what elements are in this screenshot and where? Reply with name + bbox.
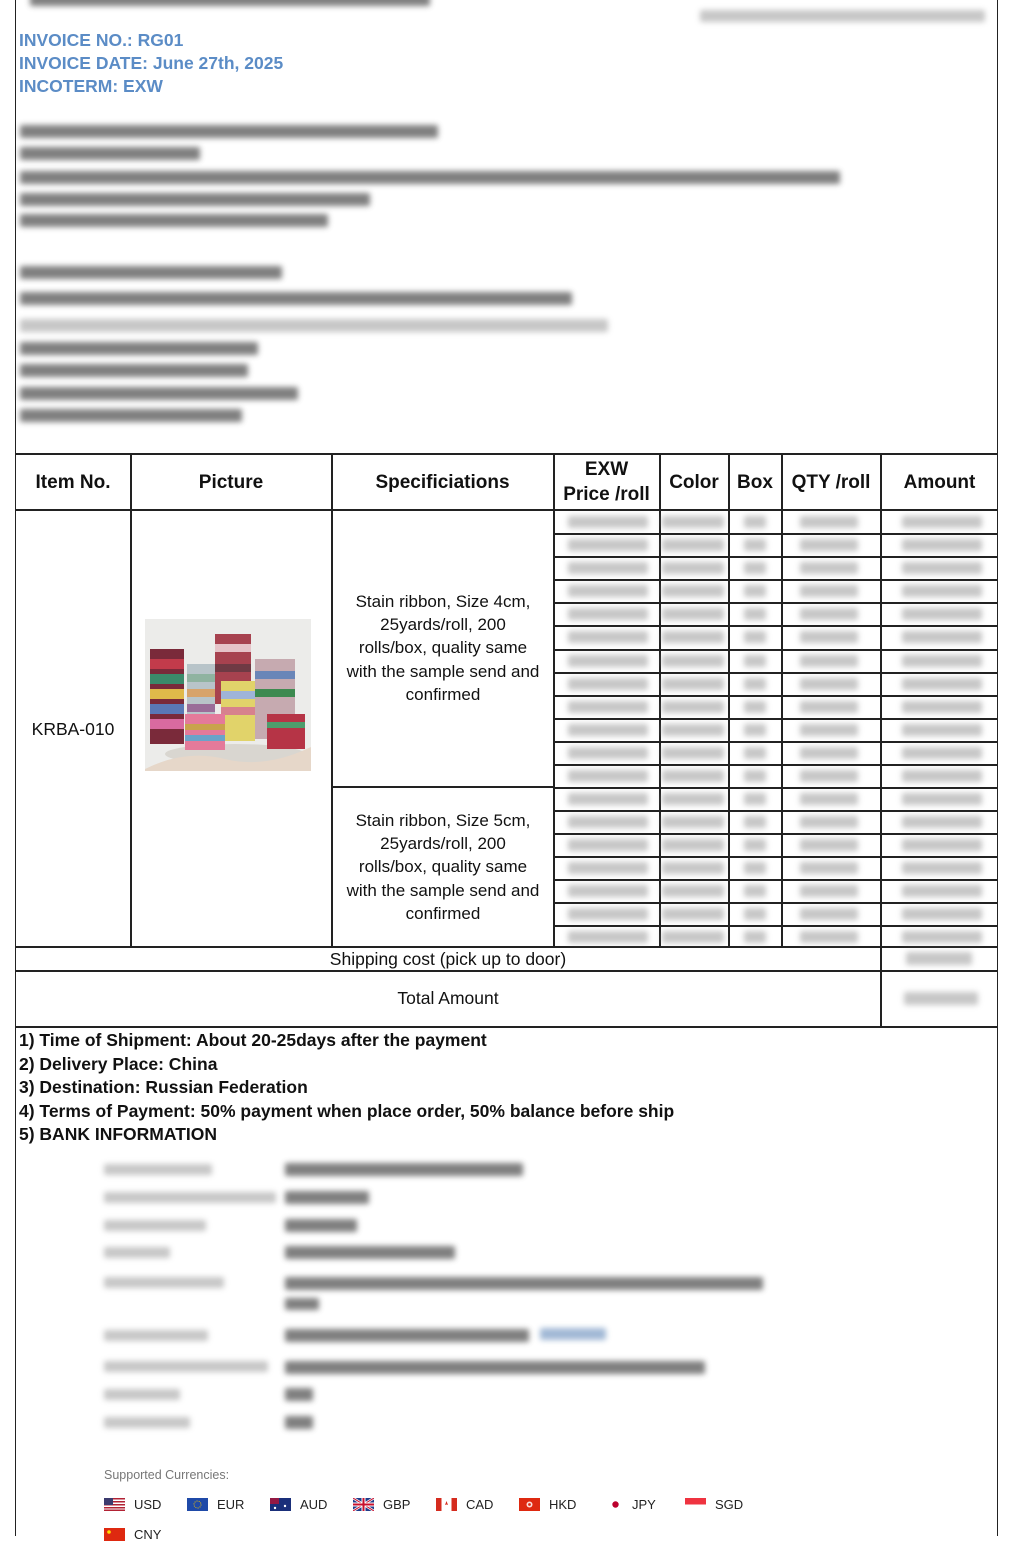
redacted-cell (568, 678, 648, 690)
gbp-flag-icon (353, 1498, 374, 1511)
redacted-cell (662, 701, 724, 713)
redacted-shipping-amount (906, 952, 972, 965)
redacted-contact (700, 10, 985, 22)
header-exw-line2: Price /roll (563, 484, 650, 505)
redacted-cell (568, 516, 648, 528)
redacted-cell (902, 678, 982, 690)
redacted-cell (568, 724, 648, 736)
redacted-cell (744, 770, 766, 782)
terms-list (19, 1029, 674, 1147)
currency-label: GBP (383, 1497, 411, 1512)
redacted-cell (568, 539, 648, 551)
redacted-cell (800, 655, 858, 667)
redacted-cell (744, 585, 766, 597)
redacted-cell (800, 793, 858, 805)
item-number: KRBA-010 (31, 719, 115, 739)
redacted-cell (902, 539, 982, 551)
redacted-cell (744, 516, 766, 528)
redacted-cell (800, 747, 858, 759)
redacted-cell (568, 931, 648, 943)
redacted-cell (744, 539, 766, 551)
redacted-cell (568, 862, 648, 874)
row-divider (553, 579, 998, 581)
redacted-cell (902, 701, 982, 713)
redacted-cell (744, 839, 766, 851)
header-color: Color (669, 471, 719, 493)
spec-4cm-line: rolls/box, quality same (358, 638, 528, 658)
redacted-cell (662, 585, 724, 597)
row-divider (553, 810, 998, 812)
currency-cad (436, 1497, 493, 1512)
row-divider (553, 879, 998, 881)
currency-usd (104, 1497, 161, 1512)
invoice-date: INVOICE DATE: June 27th, 2025 (19, 53, 284, 73)
redacted-cell (662, 631, 724, 643)
redacted-cell (744, 793, 766, 805)
redacted-cell (662, 908, 724, 920)
usd-flag-icon (104, 1498, 125, 1511)
supported-currencies-title: Supported Currencies: (104, 1468, 230, 1482)
redacted-cell (744, 931, 766, 943)
redacted-cell (744, 608, 766, 620)
redacted-cell (744, 816, 766, 828)
redacted-cell (662, 655, 724, 667)
header-qty: QTY /roll (791, 471, 871, 493)
redacted-cell (662, 608, 724, 620)
row-divider (553, 556, 998, 558)
invoice-number: INVOICE NO.: RG01 (19, 30, 184, 50)
redacted-cell (744, 631, 766, 643)
term-item: 1) Time of Shipment: About 20-25days after the payment (19, 1030, 487, 1050)
redacted-cell (568, 701, 648, 713)
row-divider (553, 833, 998, 835)
cny-flag-icon (104, 1528, 125, 1541)
currency-jpy (602, 1497, 656, 1512)
redacted-cell (902, 770, 982, 782)
currency-aud (270, 1497, 327, 1512)
term-item: 2) Delivery Place: China (19, 1053, 218, 1074)
redacted-cell (744, 885, 766, 897)
row-divider (553, 856, 998, 858)
redacted-total-amount (904, 992, 978, 1005)
redacted-cell (662, 793, 724, 805)
redacted-cell (662, 862, 724, 874)
redacted-cell (902, 885, 982, 897)
redacted-cell (568, 885, 648, 897)
redacted-cell (744, 908, 766, 920)
spec-5cm-line: Stain ribbon, Size 5cm, (355, 811, 531, 830)
redacted-cell (800, 608, 858, 620)
redacted-cell (662, 724, 724, 736)
redacted-cell (744, 724, 766, 736)
row-divider (553, 533, 998, 535)
header-specifications: Specificiations (375, 471, 510, 493)
redacted-title (30, 0, 430, 6)
redacted-cell (800, 585, 858, 597)
redacted-cell (744, 747, 766, 759)
currency-label: USD (134, 1497, 162, 1512)
redacted-cell (902, 862, 982, 874)
currency-hkd (519, 1497, 576, 1512)
redacted-cell (902, 793, 982, 805)
redacted-cell (902, 655, 982, 667)
currency-sgd (685, 1497, 743, 1512)
redacted-cell (662, 770, 724, 782)
currency-label: CAD (466, 1497, 494, 1512)
redacted-cell (568, 770, 648, 782)
row-divider (553, 764, 998, 766)
redacted-cell (744, 678, 766, 690)
currency-label: HKD (549, 1497, 577, 1512)
redacted-cell (902, 839, 982, 851)
cad-flag-icon (436, 1498, 457, 1511)
jpy-flag-icon (602, 1498, 623, 1511)
total-amount-label: Total Amount (397, 988, 499, 1008)
currency-label: JPY (632, 1497, 656, 1512)
redacted-cell (662, 816, 724, 828)
redacted-cell (800, 701, 858, 713)
redacted-cell (902, 816, 982, 828)
redacted-cell (902, 931, 982, 943)
row-divider (553, 925, 998, 927)
spec-5cm-line: rolls/box, quality same (358, 857, 528, 877)
redacted-cell (568, 655, 648, 667)
redacted-cell (568, 747, 648, 759)
currency-label: EUR (217, 1497, 245, 1512)
redacted-cell (568, 908, 648, 920)
spec-5cm (333, 809, 553, 925)
spec-4cm-line: 25yards/roll, 200 (380, 615, 506, 635)
redacted-cell (800, 562, 858, 574)
spec-5cm-line: with the sample send and (346, 880, 540, 900)
eur-flag-icon (187, 1498, 208, 1511)
row-divider (553, 695, 998, 697)
shipping-cost-label: Shipping cost (pick up to door) (329, 949, 567, 969)
spec-4cm-line: Stain ribbon, Size 4cm, (355, 592, 531, 611)
currency-eur (187, 1497, 244, 1512)
redacted-cell (902, 908, 982, 920)
redacted-cell (800, 724, 858, 736)
redacted-cell (902, 562, 982, 574)
row-divider (553, 602, 998, 604)
redacted-cell (568, 585, 648, 597)
redacted-cell (800, 908, 858, 920)
row-divider (553, 787, 998, 789)
spec-5cm-line: confirmed (405, 903, 481, 923)
row-divider (553, 672, 998, 674)
spec-4cm-line: confirmed (405, 684, 481, 704)
row-divider (553, 718, 998, 720)
redacted-cell (568, 631, 648, 643)
header-item-no: Item No. (35, 471, 111, 493)
row-divider (553, 741, 998, 743)
redacted-cell (662, 562, 724, 574)
redacted-cell (568, 562, 648, 574)
redacted-cell (662, 885, 724, 897)
redacted-cell (662, 678, 724, 690)
currency-label: SGD (715, 1497, 744, 1512)
sgd-flag-icon (685, 1498, 706, 1511)
invoice-header (19, 29, 283, 98)
redacted-cell (662, 539, 724, 551)
redacted-cell (800, 678, 858, 690)
redacted-cell (568, 839, 648, 851)
spec-4cm (333, 590, 553, 706)
redacted-cell (902, 585, 982, 597)
redacted-cell (568, 608, 648, 620)
currency-gbp (353, 1497, 410, 1512)
redacted-cell (568, 793, 648, 805)
redacted-cell (902, 724, 982, 736)
spec-5cm-line: 25yards/roll, 200 (380, 834, 506, 854)
header-picture: Picture (198, 471, 264, 493)
redacted-cell (800, 770, 858, 782)
hkd-flag-icon (519, 1498, 540, 1511)
redacted-cell (800, 839, 858, 851)
redacted-cell (568, 816, 648, 828)
redacted-cell (744, 862, 766, 874)
redacted-cell (800, 631, 858, 643)
redacted-cell (662, 747, 724, 759)
redacted-cell (902, 516, 982, 528)
aud-flag-icon (270, 1498, 291, 1511)
row-divider (553, 902, 998, 904)
incoterm: INCOTERM: EXW (19, 76, 163, 96)
currency-label: AUD (300, 1497, 328, 1512)
redacted-cell (902, 747, 982, 759)
redacted-cell (800, 516, 858, 528)
redacted-cell (800, 862, 858, 874)
term-item: 5) BANK INFORMATION (19, 1124, 217, 1144)
redacted-cell (902, 608, 982, 620)
header-exw-line1: EXW (584, 459, 629, 480)
redacted-cell (800, 816, 858, 828)
redacted-cell (800, 885, 858, 897)
redacted-cell (662, 516, 724, 528)
currency-label: CNY (134, 1527, 162, 1542)
ribbon-rolls-image (145, 619, 311, 771)
term-item: 4) Terms of Payment: 50% payment when place order, 50% balance before ship (19, 1100, 675, 1121)
spec-4cm-line: with the sample send and (346, 661, 540, 681)
redacted-cell (800, 931, 858, 943)
header-exw-price (554, 455, 659, 509)
product-photo (145, 619, 311, 771)
header-amount: Amount (903, 471, 976, 493)
redacted-cell (744, 701, 766, 713)
term-item: 3) Destination: Russian Federation (19, 1077, 308, 1097)
redacted-cell (662, 839, 724, 851)
redacted-cell (662, 931, 724, 943)
redacted-cell (744, 655, 766, 667)
row-divider (553, 649, 998, 651)
header-box: Box (737, 471, 773, 493)
redacted-cell (744, 562, 766, 574)
currency-cny (104, 1527, 161, 1542)
redacted-cell (902, 631, 982, 643)
row-divider (553, 625, 998, 627)
redacted-cell (800, 539, 858, 551)
